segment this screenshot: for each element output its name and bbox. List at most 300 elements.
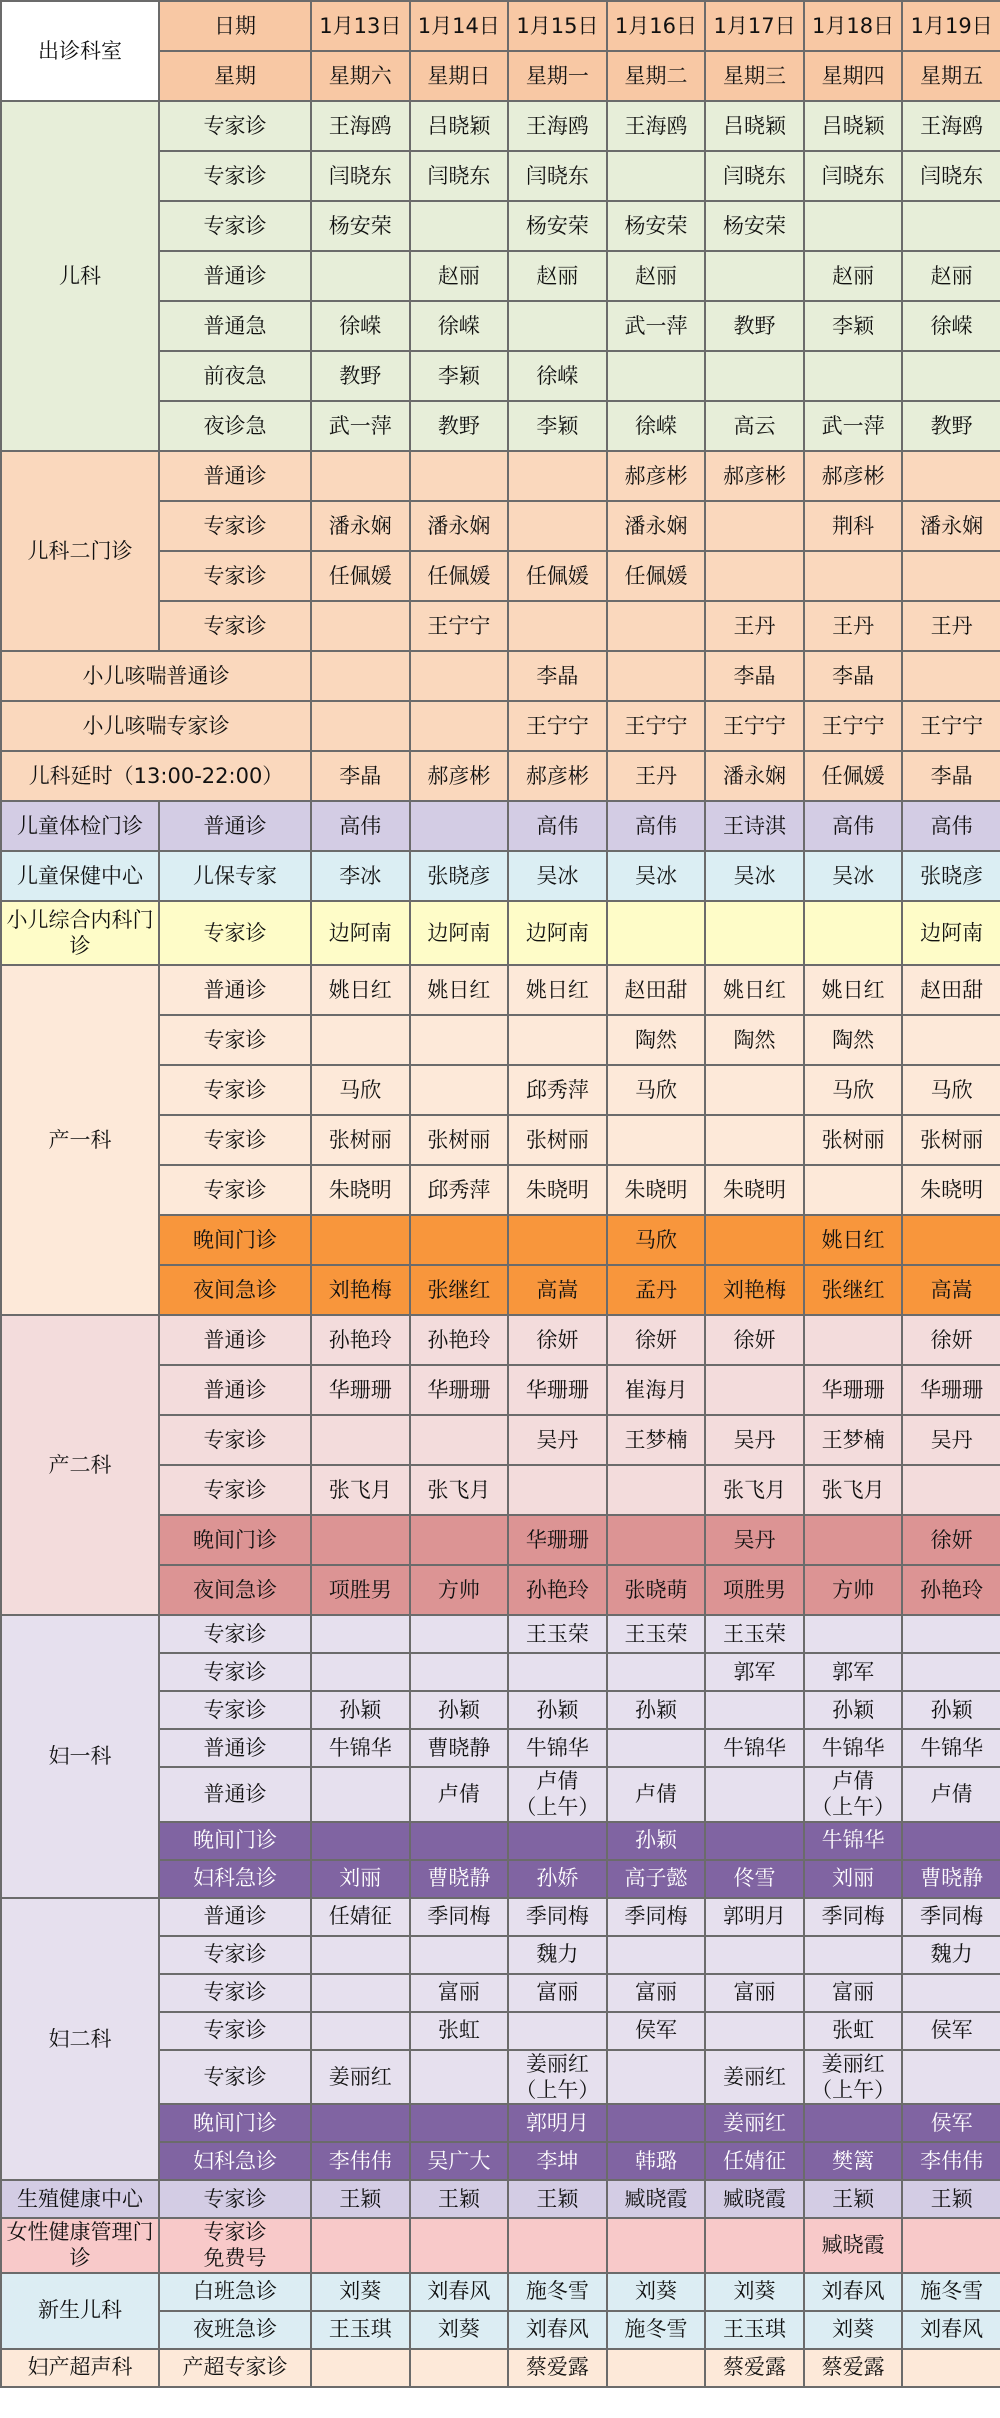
doctor-cell: 闫晓东 <box>804 151 903 201</box>
doctor-cell: 徐嵘 <box>410 301 509 351</box>
doctor-cell <box>311 1615 410 1653</box>
doctor-cell: 季同梅 <box>804 1898 903 1936</box>
doctor-cell: 徐嵘 <box>311 301 410 351</box>
doctor-cell <box>607 901 706 965</box>
doctor-cell: 王颖 <box>410 2180 509 2218</box>
doctor-cell: 孙颖 <box>804 1691 903 1729</box>
table-row <box>1 901 1000 965</box>
doctor-cell <box>508 601 607 651</box>
table-row <box>1 2180 1000 2218</box>
clinic-type: 专家诊 <box>159 501 311 551</box>
doctor-cell: 徐嵘 <box>508 351 607 401</box>
dept-cell: 产一科 <box>1 965 159 1315</box>
dept-cell: 儿童保健中心 <box>1 851 159 901</box>
doctor-cell: 潘永娴 <box>311 501 410 551</box>
doctor-cell: 张虹 <box>804 2012 903 2050</box>
weekday-cell: 星期二 <box>607 51 706 101</box>
clinic-type: 专家诊 <box>159 601 311 651</box>
doctor-cell: 张晓彦 <box>902 851 1000 901</box>
doctor-cell: 卢倩 （上午） <box>508 1767 607 1822</box>
doctor-cell <box>311 251 410 301</box>
doctor-cell: 刘艳梅 <box>311 1265 410 1315</box>
doctor-cell: 王丹 <box>902 601 1000 651</box>
doctor-cell: 蔡爱露 <box>508 2349 607 2387</box>
doctor-cell: 边阿南 <box>311 901 410 965</box>
doctor-cell: 孟丹 <box>607 1265 706 1315</box>
doctor-cell <box>508 1822 607 1860</box>
doctor-cell: 姜丽红 <box>705 2050 804 2105</box>
clinic-type: 妇科急诊 <box>159 1860 311 1898</box>
doctor-cell <box>902 1653 1000 1691</box>
doctor-cell: 张虹 <box>410 2012 509 2050</box>
clinic-type: 专家诊 <box>159 1653 311 1691</box>
doctor-cell: 王颖 <box>508 2180 607 2218</box>
doctor-cell: 武一萍 <box>804 401 903 451</box>
doctor-cell: 潘永娴 <box>410 501 509 551</box>
clinic-type: 产超专家诊 <box>159 2349 311 2387</box>
doctor-cell: 赵丽 <box>804 251 903 301</box>
doctor-cell <box>705 1936 804 1974</box>
doctor-cell <box>311 601 410 651</box>
doctor-cell: 施冬雪 <box>508 2273 607 2311</box>
doctor-cell: 吴冰 <box>508 851 607 901</box>
doctor-cell: 杨安荣 <box>508 201 607 251</box>
doctor-cell: 牛锦华 <box>804 1822 903 1860</box>
date-cell: 1月16日 <box>607 1 706 51</box>
doctor-cell: 马欣 <box>902 1065 1000 1115</box>
doctor-cell: 闫晓东 <box>902 151 1000 201</box>
table-row <box>1 451 1000 501</box>
doctor-cell <box>508 301 607 351</box>
doctor-cell: 李晶 <box>705 651 804 701</box>
doctor-cell: 吴冰 <box>607 851 706 901</box>
doctor-cell <box>410 1215 509 1265</box>
doctor-cell <box>902 1015 1000 1065</box>
doctor-cell <box>902 2218 1000 2273</box>
doctor-cell <box>607 2104 706 2142</box>
dept-cell: 生殖健康中心 <box>1 2180 159 2218</box>
doctor-cell <box>705 901 804 965</box>
dept-cell: 儿童体检门诊 <box>1 801 159 851</box>
doctor-cell <box>705 2012 804 2050</box>
doctor-cell: 杨安荣 <box>705 201 804 251</box>
clinic-type: 专家诊 <box>159 1065 311 1115</box>
doctor-cell: 任婧征 <box>311 1898 410 1936</box>
doctor-cell <box>410 1415 509 1465</box>
clinic-type: 普通诊 <box>159 1767 311 1822</box>
doctor-cell: 潘永娴 <box>607 501 706 551</box>
doctor-cell: 姚日红 <box>705 965 804 1015</box>
date-cell: 1月15日 <box>508 1 607 51</box>
doctor-cell: 刘葵 <box>804 2311 903 2349</box>
doctor-cell: 华珊珊 <box>804 1365 903 1415</box>
clinic-type: 专家诊 <box>159 1115 311 1165</box>
doctor-cell: 吕晓颖 <box>410 101 509 151</box>
doctor-cell: 潘永娴 <box>902 501 1000 551</box>
dept-cell: 妇一科 <box>1 1615 159 1898</box>
doctor-cell: 富丽 <box>705 1974 804 2012</box>
doctor-cell: 吴丹 <box>705 1515 804 1565</box>
doctor-cell: 张飞月 <box>705 1465 804 1515</box>
table-row <box>1 851 1000 901</box>
doctor-cell: 富丽 <box>410 1974 509 2012</box>
doctor-cell <box>311 1515 410 1565</box>
doctor-cell <box>410 1015 509 1065</box>
doctor-cell: 王诗淇 <box>705 801 804 851</box>
doctor-cell: 任佩媛 <box>804 751 903 801</box>
doctor-cell <box>410 1936 509 1974</box>
doctor-cell: 季同梅 <box>607 1898 706 1936</box>
doctor-cell <box>311 651 410 701</box>
doctor-cell <box>804 901 903 965</box>
doctor-cell: 项胜男 <box>705 1565 804 1615</box>
doctor-cell <box>410 2050 509 2105</box>
doctor-cell: 孙艳玲 <box>410 1315 509 1365</box>
clinic-type: 夜间急诊 <box>159 1565 311 1615</box>
doctor-cell <box>410 701 509 751</box>
doctor-cell: 徐嵘 <box>902 301 1000 351</box>
doctor-cell: 孙颖 <box>607 1822 706 1860</box>
doctor-cell: 吴广大 <box>410 2142 509 2180</box>
doctor-cell: 高子懿 <box>607 1860 706 1898</box>
doctor-cell <box>705 1691 804 1729</box>
doctor-cell: 马欣 <box>804 1065 903 1115</box>
doctor-cell: 边阿南 <box>902 901 1000 965</box>
clinic-type: 普通诊 <box>159 965 311 1015</box>
clinic-type: 普通诊 <box>159 451 311 501</box>
clinic-type: 专家诊 <box>159 2012 311 2050</box>
doctor-cell <box>410 1065 509 1115</box>
doctor-cell <box>804 1615 903 1653</box>
doctor-cell <box>607 2349 706 2387</box>
doctor-cell: 赵田甜 <box>902 965 1000 1015</box>
doctor-cell: 闫晓东 <box>410 151 509 201</box>
doctor-cell: 王丹 <box>705 601 804 651</box>
doctor-cell: 姚日红 <box>804 1215 903 1265</box>
doctor-cell: 王颖 <box>902 2180 1000 2218</box>
doctor-cell: 郭明月 <box>705 1898 804 1936</box>
doctor-cell: 富丽 <box>607 1974 706 2012</box>
doctor-cell: 姜丽红 <box>705 2104 804 2142</box>
doctor-cell: 刘春风 <box>902 2311 1000 2349</box>
weekday-cell: 星期三 <box>705 51 804 101</box>
doctor-cell: 徐嵘 <box>607 401 706 451</box>
doctor-cell: 王宁宁 <box>804 701 903 751</box>
doctor-cell: 刘葵 <box>705 2273 804 2311</box>
doctor-cell <box>705 2218 804 2273</box>
clinic-type: 妇科急诊 <box>159 2142 311 2180</box>
doctor-cell <box>705 1115 804 1165</box>
doctor-cell: 郝彦彬 <box>804 451 903 501</box>
doctor-cell <box>902 1822 1000 1860</box>
doctor-cell: 王宁宁 <box>410 601 509 651</box>
doctor-cell: 马欣 <box>311 1065 410 1115</box>
date-cell: 1月18日 <box>804 1 903 51</box>
doctor-cell: 闫晓东 <box>508 151 607 201</box>
doctor-cell <box>311 1653 410 1691</box>
doctor-cell: 韩璐 <box>607 2142 706 2180</box>
doctor-cell: 朱晓明 <box>705 1165 804 1215</box>
doctor-cell: 姚日红 <box>311 965 410 1015</box>
doctor-cell <box>705 1365 804 1415</box>
doctor-cell: 张树丽 <box>410 1115 509 1165</box>
doctor-cell <box>804 551 903 601</box>
clinic-type: 专家诊 免费号 <box>159 2218 311 2273</box>
doctor-cell: 邱秀萍 <box>508 1065 607 1115</box>
doctor-cell: 牛锦华 <box>804 1729 903 1767</box>
doctor-cell <box>311 1767 410 1822</box>
doctor-cell <box>410 2349 509 2387</box>
doctor-cell: 赵丽 <box>508 251 607 301</box>
doctor-cell <box>902 2349 1000 2387</box>
doctor-cell: 吕晓颖 <box>705 101 804 151</box>
doctor-cell <box>508 451 607 501</box>
doctor-cell <box>410 651 509 701</box>
doctor-cell: 施冬雪 <box>607 2311 706 2349</box>
doctor-cell: 杨安荣 <box>311 201 410 251</box>
doctor-cell: 孙艳玲 <box>311 1315 410 1365</box>
dept-cell: 小儿综合内科门诊 <box>1 901 159 965</box>
doctor-cell: 王玉荣 <box>607 1615 706 1653</box>
doctor-cell <box>410 1515 509 1565</box>
doctor-cell: 高伟 <box>804 801 903 851</box>
doctor-cell <box>705 351 804 401</box>
doctor-cell <box>508 1465 607 1515</box>
doctor-cell: 朱晓明 <box>508 1165 607 1215</box>
clinic-type: 夜诊急 <box>159 401 311 451</box>
clinic-type: 普通诊 <box>159 1365 311 1415</box>
doctor-cell: 刘春风 <box>804 2273 903 2311</box>
doctor-cell: 方帅 <box>804 1565 903 1615</box>
clinic-type: 普通急 <box>159 301 311 351</box>
date-cell: 1月17日 <box>705 1 804 51</box>
doctor-cell <box>705 1065 804 1115</box>
doctor-cell: 高伟 <box>508 801 607 851</box>
doctor-cell: 高伟 <box>607 801 706 851</box>
clinic-type: 专家诊 <box>159 1691 311 1729</box>
doctor-cell: 臧晓霞 <box>705 2180 804 2218</box>
doctor-cell: 王颖 <box>804 2180 903 2218</box>
doctor-cell: 吴丹 <box>902 1415 1000 1465</box>
date-cell: 1月14日 <box>410 1 509 51</box>
doctor-cell: 高嵩 <box>902 1265 1000 1315</box>
dept-cell: 女性健康管理门诊 <box>1 2218 159 2273</box>
doctor-cell: 刘葵 <box>410 2311 509 2349</box>
doctor-cell: 王丹 <box>607 751 706 801</box>
table-row <box>1 1898 1000 1936</box>
doctor-cell: 高伟 <box>902 801 1000 851</box>
table-row <box>1 701 1000 751</box>
doctor-cell <box>311 1822 410 1860</box>
doctor-cell: 姜丽红 <box>311 2050 410 2105</box>
doctor-cell: 王玉琪 <box>705 2311 804 2349</box>
weekday-cell: 星期六 <box>311 51 410 101</box>
doctor-cell <box>508 501 607 551</box>
doctor-cell <box>804 1165 903 1215</box>
doctor-cell: 王海鸥 <box>311 101 410 151</box>
table-row <box>1 801 1000 851</box>
doctor-cell: 朱晓明 <box>607 1165 706 1215</box>
doctor-cell: 张树丽 <box>804 1115 903 1165</box>
doctor-cell: 李冰 <box>311 851 410 901</box>
doctor-cell: 闫晓东 <box>705 151 804 201</box>
doctor-cell: 郝彦彬 <box>508 751 607 801</box>
doctor-cell <box>902 1974 1000 2012</box>
table-row <box>1 965 1000 1015</box>
doctor-cell: 杨安荣 <box>607 201 706 251</box>
doctor-cell: 任佩媛 <box>410 551 509 601</box>
doctor-cell: 孙颖 <box>607 1691 706 1729</box>
doctor-cell: 王梦楠 <box>804 1415 903 1465</box>
doctor-cell <box>705 551 804 601</box>
doctor-cell <box>902 1465 1000 1515</box>
doctor-cell: 孙颖 <box>311 1691 410 1729</box>
doctor-cell: 张晓彦 <box>410 851 509 901</box>
doctor-cell <box>902 451 1000 501</box>
doctor-cell: 吴丹 <box>508 1415 607 1465</box>
doctor-cell: 马欣 <box>607 1065 706 1115</box>
doctor-cell <box>508 1015 607 1065</box>
clinic-type: 专家诊 <box>159 1015 311 1065</box>
doctor-cell: 刘葵 <box>607 2273 706 2311</box>
clinic-type: 晚间门诊 <box>159 1822 311 1860</box>
doctor-cell: 王玉荣 <box>705 1615 804 1653</box>
doctor-cell: 王海鸥 <box>902 101 1000 151</box>
weekday-cell: 星期五 <box>902 51 1000 101</box>
doctor-cell: 姚日红 <box>508 965 607 1015</box>
clinic-type: 晚间门诊 <box>159 1215 311 1265</box>
doctor-cell <box>705 501 804 551</box>
doctor-cell: 郭军 <box>705 1653 804 1691</box>
doctor-cell: 教野 <box>902 401 1000 451</box>
doctor-cell <box>607 1653 706 1691</box>
doctor-cell: 任佩媛 <box>311 551 410 601</box>
doctor-cell <box>410 2218 509 2273</box>
doctor-cell: 李伟伟 <box>902 2142 1000 2180</box>
doctor-cell: 张继红 <box>804 1265 903 1315</box>
doctor-cell: 李晶 <box>902 751 1000 801</box>
doctor-cell: 张树丽 <box>311 1115 410 1165</box>
doctor-cell: 曹晓静 <box>410 1860 509 1898</box>
doctor-cell <box>607 651 706 701</box>
doctor-cell: 吴冰 <box>705 851 804 901</box>
table-row <box>1 651 1000 701</box>
doctor-cell: 陶然 <box>705 1015 804 1065</box>
dept-cell: 产二科 <box>1 1315 159 1615</box>
doctor-cell: 刘春风 <box>410 2273 509 2311</box>
doctor-cell: 姚日红 <box>410 965 509 1015</box>
doctor-cell: 李颖 <box>508 401 607 451</box>
date-cell: 1月19日 <box>902 1 1000 51</box>
clinic-type: 专家诊 <box>159 101 311 151</box>
doctor-cell: 蔡爱露 <box>804 2349 903 2387</box>
clinic-type: 普通诊 <box>159 801 311 851</box>
table-row <box>1 2273 1000 2311</box>
doctor-cell: 王玉荣 <box>508 1615 607 1653</box>
doctor-cell: 富丽 <box>804 1974 903 2012</box>
doctor-cell: 徐妍 <box>508 1315 607 1365</box>
clinic-type: 专家诊 <box>159 1974 311 2012</box>
doctor-cell: 边阿南 <box>508 901 607 965</box>
doctor-cell <box>607 1515 706 1565</box>
doctor-cell <box>902 1615 1000 1653</box>
clinic-type: 普通诊 <box>159 251 311 301</box>
doctor-cell: 孙颖 <box>902 1691 1000 1729</box>
doctor-cell <box>410 1615 509 1653</box>
doctor-cell: 王海鸥 <box>508 101 607 151</box>
weekday-label: 星期 <box>159 51 311 101</box>
doctor-cell <box>705 1767 804 1822</box>
doctor-cell: 教野 <box>311 351 410 401</box>
doctor-cell: 华珊珊 <box>902 1365 1000 1415</box>
doctor-cell: 任佩媛 <box>607 551 706 601</box>
dept-cell: 儿科 <box>1 101 159 451</box>
clinic-type: 专家诊 <box>159 1465 311 1515</box>
doctor-cell: 赵丽 <box>607 251 706 301</box>
doctor-cell: 教野 <box>705 301 804 351</box>
doctor-cell: 施冬雪 <box>902 2273 1000 2311</box>
doctor-cell: 张晓萌 <box>607 1565 706 1615</box>
doctor-cell <box>902 201 1000 251</box>
clinic-type: 普通诊 <box>159 1898 311 1936</box>
doctor-cell: 徐妍 <box>705 1315 804 1365</box>
doctor-cell <box>705 251 804 301</box>
doctor-cell: 牛锦华 <box>705 1729 804 1767</box>
doctor-cell: 吴丹 <box>705 1415 804 1465</box>
doctor-cell: 张树丽 <box>508 1115 607 1165</box>
doctor-cell <box>902 2050 1000 2105</box>
doctor-cell <box>508 2012 607 2050</box>
clinic-type: 专家诊 <box>159 2050 311 2105</box>
doctor-cell <box>607 2218 706 2273</box>
weekday-cell: 星期四 <box>804 51 903 101</box>
doctor-cell <box>410 801 509 851</box>
doctor-cell <box>311 1415 410 1465</box>
doctor-cell: 蔡爱露 <box>705 2349 804 2387</box>
doctor-cell: 王梦楠 <box>607 1415 706 1465</box>
doctor-cell <box>508 2218 607 2273</box>
table-row <box>1 1 1000 51</box>
doctor-cell: 陶然 <box>607 1015 706 1065</box>
doctor-cell: 李晶 <box>804 651 903 701</box>
doctor-cell: 孙艳玲 <box>508 1565 607 1615</box>
doctor-cell <box>902 551 1000 601</box>
doctor-cell: 牛锦华 <box>508 1729 607 1767</box>
doctor-cell: 王宁宁 <box>902 701 1000 751</box>
clinic-type: 专家诊 <box>159 1165 311 1215</box>
doctor-cell: 张飞月 <box>804 1465 903 1515</box>
doctor-cell: 季同梅 <box>508 1898 607 1936</box>
dept-header: 出诊科室 <box>1 1 159 101</box>
table-row <box>1 1315 1000 1365</box>
doctor-cell: 郭明月 <box>508 2104 607 2142</box>
doctor-cell: 王宁宁 <box>607 701 706 751</box>
doctor-cell <box>804 351 903 401</box>
doctor-cell: 卢倩 （上午） <box>804 1767 903 1822</box>
clinic-type: 晚间门诊 <box>159 1515 311 1565</box>
clinic-type: 普通诊 <box>159 1729 311 1767</box>
clinic-type: 前夜急 <box>159 351 311 401</box>
doctor-cell <box>607 2050 706 2105</box>
doctor-cell <box>311 1015 410 1065</box>
doctor-cell: 郝彦彬 <box>705 451 804 501</box>
clinic-type: 儿保专家 <box>159 851 311 901</box>
doctor-cell <box>311 2012 410 2050</box>
clinic-type: 专家诊 <box>159 1415 311 1465</box>
doctor-cell <box>410 201 509 251</box>
doctor-cell: 华珊珊 <box>508 1515 607 1565</box>
table-row <box>1 2218 1000 2273</box>
